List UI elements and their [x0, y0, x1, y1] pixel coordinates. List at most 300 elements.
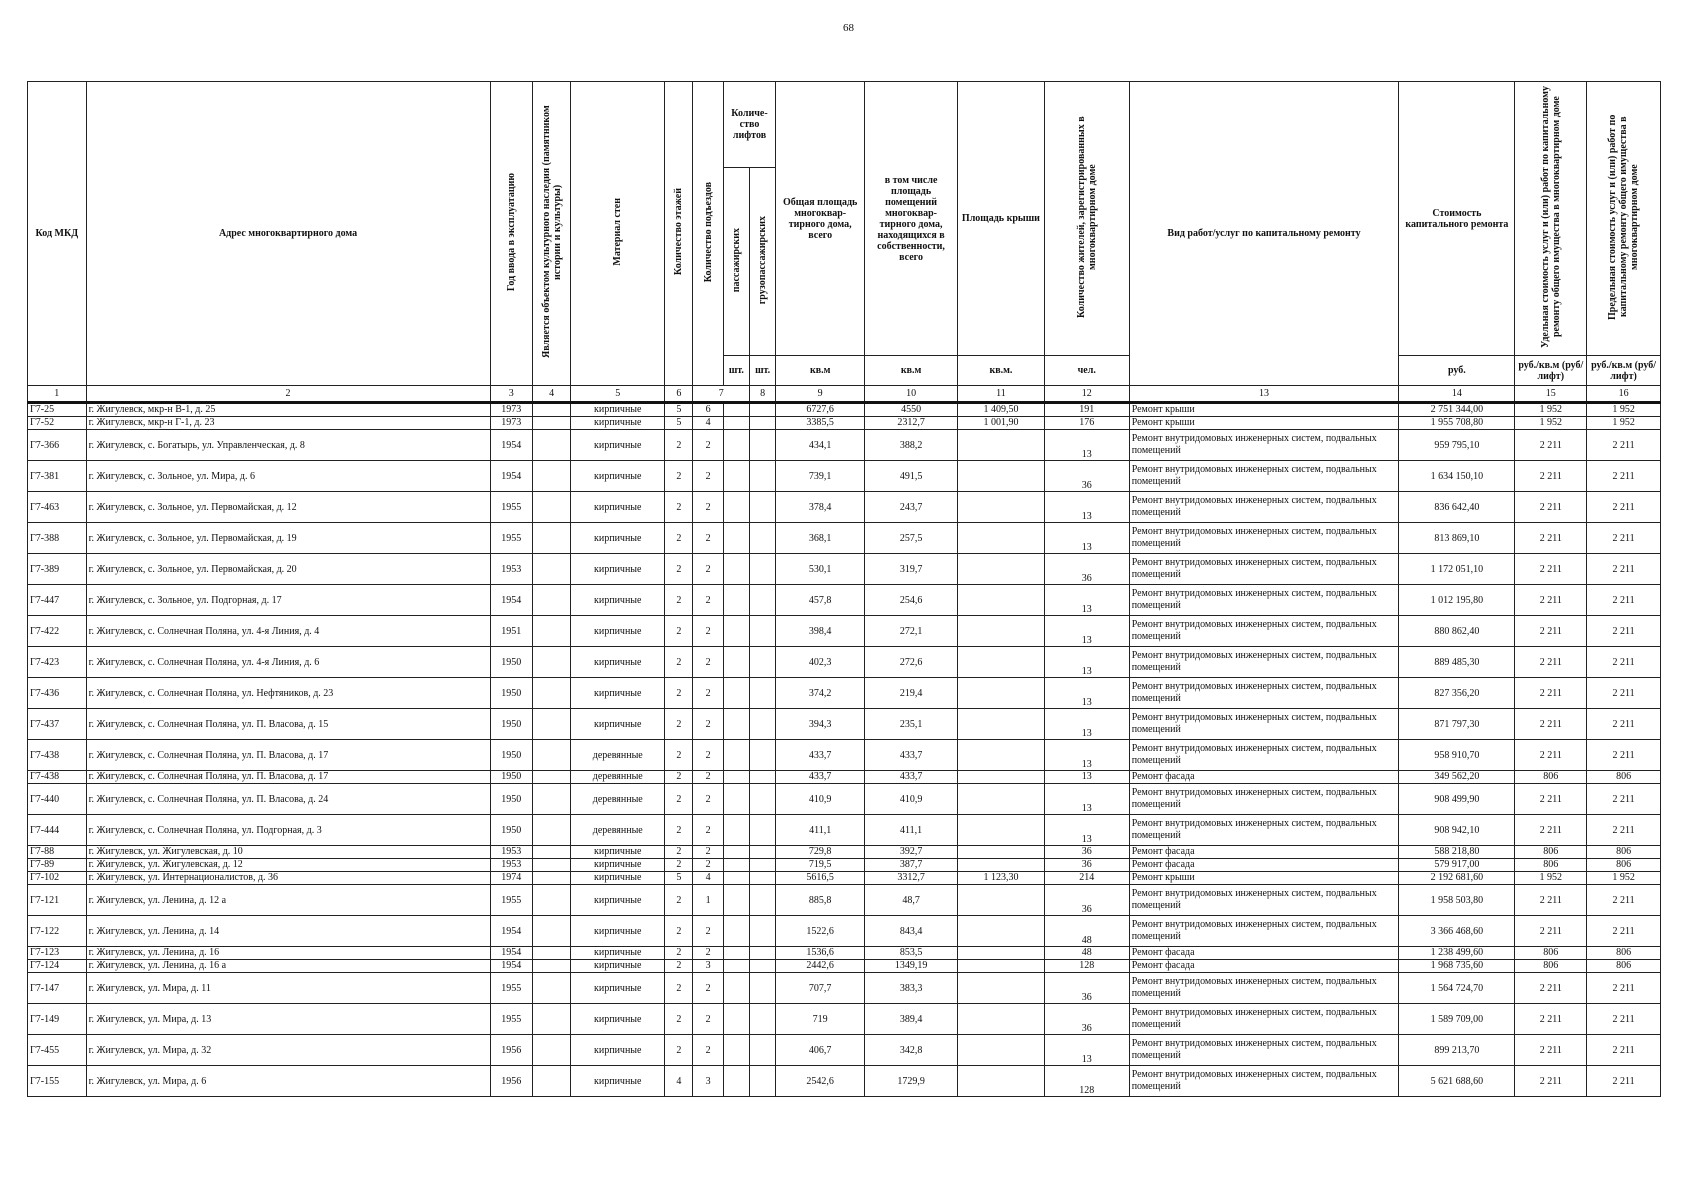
- row-address: г. Жигулевск, с. Солнечная Поляна, ул. П. Власова, д. 17: [86, 740, 490, 771]
- row-residents: 13: [1044, 616, 1129, 647]
- row-roof-area: [958, 430, 1045, 461]
- row-heritage: [532, 916, 570, 947]
- row-entrances: 2: [693, 1035, 723, 1066]
- row-code: Г7-438: [28, 740, 87, 771]
- row-floors: 2: [665, 430, 693, 461]
- row-code: Г7-124: [28, 960, 87, 973]
- row-total-area: 402,3: [776, 647, 865, 678]
- row-work: Ремонт внутридомовых инженерных систем, подвальных помещений: [1129, 885, 1399, 916]
- row-max-cost: 806: [1587, 771, 1661, 784]
- table-row: [28, 885, 1661, 916]
- row-year: 1955: [490, 973, 532, 1004]
- row-address: г. Жигулевск, ул. Ленина, д. 16 а: [86, 960, 490, 973]
- row-address: г. Жигулевск, ул. Мира, д. 6: [86, 1066, 490, 1097]
- row-lifts-cargo: [750, 1004, 776, 1035]
- row-address: г. Жигулевск, с. Солнечная Поляна, ул. П. Власова, д. 15: [86, 709, 490, 740]
- header-owned-area: в том числе площадь помещений многоквар-тирного дома, находящихся в собственности, всего: [865, 82, 958, 356]
- row-total-area: 6727,6: [776, 403, 865, 417]
- row-lifts-cargo: [750, 859, 776, 872]
- table-row: [28, 523, 1661, 554]
- row-heritage: [532, 859, 570, 872]
- row-address: г. Жигулевск, мкр-н Г-1, д. 23: [86, 417, 490, 430]
- row-residents: 214: [1044, 872, 1129, 885]
- row-owned-area: 254,6: [865, 585, 958, 616]
- row-year: 1953: [490, 846, 532, 859]
- row-max-cost: 2 211: [1587, 815, 1661, 846]
- row-lifts-pass: [723, 1066, 749, 1097]
- row-heritage: [532, 947, 570, 960]
- row-floors: 2: [665, 916, 693, 947]
- row-lifts-pass: [723, 947, 749, 960]
- row-heritage: [532, 709, 570, 740]
- column-number: 16: [1587, 386, 1661, 403]
- row-heritage: [532, 430, 570, 461]
- row-owned-area: 219,4: [865, 678, 958, 709]
- row-work: Ремонт внутридомовых инженерных систем, подвальных помещений: [1129, 647, 1399, 678]
- row-entrances: 2: [693, 709, 723, 740]
- table-row: [28, 430, 1661, 461]
- row-roof-area: [958, 885, 1045, 916]
- row-work: Ремонт крыши: [1129, 403, 1399, 417]
- header-year: Год ввода в эксплуатацию: [490, 82, 532, 386]
- row-code: Г7-123: [28, 947, 87, 960]
- row-entrances: 2: [693, 430, 723, 461]
- row-residents: 36: [1044, 1004, 1129, 1035]
- row-max-cost: 2 211: [1587, 492, 1661, 523]
- table-header: [28, 82, 1661, 403]
- row-wall: кирпичные: [571, 678, 665, 709]
- row-lifts-pass: [723, 859, 749, 872]
- row-work: Ремонт внутридомовых инженерных систем, подвальных помещений: [1129, 585, 1399, 616]
- row-code: Г7-436: [28, 678, 87, 709]
- row-roof-area: [958, 1035, 1045, 1066]
- row-code: Г7-437: [28, 709, 87, 740]
- row-max-cost: 1 952: [1587, 872, 1661, 885]
- row-residents: 13: [1044, 523, 1129, 554]
- capital-repair-table: [27, 81, 1661, 1097]
- row-address: г. Жигулевск, ул. Мира, д. 32: [86, 1035, 490, 1066]
- row-floors: 2: [665, 585, 693, 616]
- table-row: [28, 461, 1661, 492]
- row-year: 1950: [490, 740, 532, 771]
- row-address: г. Жигулевск, с. Зольное, ул. Первомайская, д. 20: [86, 554, 490, 585]
- row-unit-cost: 2 211: [1515, 616, 1587, 647]
- row-code: Г7-155: [28, 1066, 87, 1097]
- row-heritage: [532, 815, 570, 846]
- unit-roof-area: кв.м.: [958, 356, 1045, 386]
- row-address: г. Жигулевск, с. Зольное, ул. Первомайская, д. 19: [86, 523, 490, 554]
- row-owned-area: 410,9: [865, 784, 958, 815]
- table-row: [28, 554, 1661, 585]
- row-code: Г7-389: [28, 554, 87, 585]
- page-number: 68: [843, 22, 854, 34]
- row-roof-area: [958, 784, 1045, 815]
- column-number: 12: [1044, 386, 1129, 403]
- row-residents: 13: [1044, 771, 1129, 784]
- table-row: [28, 1004, 1661, 1035]
- row-total-area: 433,7: [776, 740, 865, 771]
- row-entrances: 2: [693, 678, 723, 709]
- header-total-area: Общая площадь многоквар-тирного дома, всего: [776, 82, 865, 356]
- row-year: 1950: [490, 771, 532, 784]
- row-roof-area: [958, 585, 1045, 616]
- column-number: 1: [28, 386, 87, 403]
- row-cost: 1 958 503,80: [1399, 885, 1515, 916]
- row-roof-area: [958, 1004, 1045, 1035]
- row-address: г. Жигулевск, с. Солнечная Поляна, ул. Нефтяников, д. 23: [86, 678, 490, 709]
- row-floors: 2: [665, 947, 693, 960]
- row-year: 1950: [490, 815, 532, 846]
- row-lifts-cargo: [750, 784, 776, 815]
- row-max-cost: 2 211: [1587, 784, 1661, 815]
- header-heritage: Является объектом культурного наследия (памятником истории и культуры): [532, 82, 570, 386]
- row-max-cost: 2 211: [1587, 1004, 1661, 1035]
- row-heritage: [532, 1066, 570, 1097]
- row-max-cost: 2 211: [1587, 647, 1661, 678]
- row-total-area: 530,1: [776, 554, 865, 585]
- row-floors: 2: [665, 523, 693, 554]
- row-max-cost: 2 211: [1587, 1035, 1661, 1066]
- row-cost: 2 751 344,00: [1399, 403, 1515, 417]
- row-lifts-pass: [723, 1004, 749, 1035]
- column-number: 13: [1129, 386, 1399, 403]
- row-lifts-cargo: [750, 678, 776, 709]
- row-entrances: 2: [693, 554, 723, 585]
- row-wall: кирпичные: [571, 947, 665, 960]
- row-total-area: 368,1: [776, 523, 865, 554]
- row-total-area: 1536,6: [776, 947, 865, 960]
- row-heritage: [532, 872, 570, 885]
- row-work: Ремонт фасада: [1129, 771, 1399, 784]
- row-wall: кирпичные: [571, 585, 665, 616]
- row-total-area: 1522,6: [776, 916, 865, 947]
- row-total-area: 378,4: [776, 492, 865, 523]
- row-entrances: 2: [693, 616, 723, 647]
- row-total-area: 729,8: [776, 846, 865, 859]
- row-wall: кирпичные: [571, 417, 665, 430]
- row-cost: 813 869,10: [1399, 523, 1515, 554]
- row-unit-cost: 2 211: [1515, 784, 1587, 815]
- table-row: [28, 647, 1661, 678]
- row-unit-cost: 806: [1515, 947, 1587, 960]
- row-owned-area: 387,7: [865, 859, 958, 872]
- row-max-cost: 806: [1587, 947, 1661, 960]
- row-heritage: [532, 554, 570, 585]
- row-residents: 13: [1044, 815, 1129, 846]
- row-max-cost: 2 211: [1587, 916, 1661, 947]
- row-cost: 588 218,80: [1399, 846, 1515, 859]
- row-floors: 2: [665, 771, 693, 784]
- row-roof-area: 1 123,30: [958, 872, 1045, 885]
- row-lifts-cargo: [750, 1035, 776, 1066]
- row-max-cost: 1 952: [1587, 403, 1661, 417]
- row-lifts-cargo: [750, 960, 776, 973]
- header-lifts-pass: пассажирских: [723, 168, 749, 356]
- row-code: Г7-440: [28, 784, 87, 815]
- row-residents: 128: [1044, 960, 1129, 973]
- row-lifts-pass: [723, 771, 749, 784]
- row-unit-cost: 2 211: [1515, 1004, 1587, 1035]
- row-roof-area: 1 409,50: [958, 403, 1045, 417]
- row-total-area: 374,2: [776, 678, 865, 709]
- row-unit-cost: 2 211: [1515, 740, 1587, 771]
- row-max-cost: 1 952: [1587, 417, 1661, 430]
- row-roof-area: [958, 461, 1045, 492]
- row-year: 1953: [490, 859, 532, 872]
- row-code: Г7-52: [28, 417, 87, 430]
- row-residents: 191: [1044, 403, 1129, 417]
- row-lifts-pass: [723, 585, 749, 616]
- row-total-area: 5616,5: [776, 872, 865, 885]
- row-address: г. Жигулевск, с. Зольное, ул. Мира, д. 6: [86, 461, 490, 492]
- row-unit-cost: 806: [1515, 859, 1587, 872]
- row-roof-area: [958, 1066, 1045, 1097]
- row-entrances: 2: [693, 846, 723, 859]
- row-unit-cost: 2 211: [1515, 461, 1587, 492]
- row-wall: деревянные: [571, 815, 665, 846]
- row-address: г. Жигулевск, с. Солнечная Поляна, ул. 4-я Линия, д. 4: [86, 616, 490, 647]
- row-address: г. Жигулевск, ул. Ленина, д. 14: [86, 916, 490, 947]
- header-residents: Количество жителей, зарегистрированных в многоквартирном доме: [1044, 82, 1129, 356]
- column-number: 10: [865, 386, 958, 403]
- row-heritage: [532, 523, 570, 554]
- row-entrances: 2: [693, 585, 723, 616]
- row-residents: 13: [1044, 585, 1129, 616]
- row-wall: кирпичные: [571, 647, 665, 678]
- table-body: [28, 403, 1661, 1097]
- row-residents: 36: [1044, 885, 1129, 916]
- row-total-area: 719: [776, 1004, 865, 1035]
- row-work: Ремонт крыши: [1129, 872, 1399, 885]
- row-year: 1951: [490, 616, 532, 647]
- row-lifts-cargo: [750, 616, 776, 647]
- row-work: Ремонт внутридомовых инженерных систем, подвальных помещений: [1129, 492, 1399, 523]
- row-owned-area: 342,8: [865, 1035, 958, 1066]
- unit-lifts-pass: шт.: [723, 356, 749, 386]
- row-total-area: 2542,6: [776, 1066, 865, 1097]
- row-roof-area: [958, 523, 1045, 554]
- row-lifts-cargo: [750, 585, 776, 616]
- row-entrances: 2: [693, 947, 723, 960]
- row-entrances: 2: [693, 461, 723, 492]
- row-max-cost: 806: [1587, 846, 1661, 859]
- row-owned-area: 491,5: [865, 461, 958, 492]
- unit-residents: чел.: [1044, 356, 1129, 386]
- row-owned-area: 1729,9: [865, 1066, 958, 1097]
- row-wall: кирпичные: [571, 846, 665, 859]
- row-cost: 1 634 150,10: [1399, 461, 1515, 492]
- row-address: г. Жигулевск, ул. Ленина, д. 12 а: [86, 885, 490, 916]
- row-lifts-pass: [723, 430, 749, 461]
- row-wall: кирпичные: [571, 1035, 665, 1066]
- row-floors: 2: [665, 492, 693, 523]
- row-heritage: [532, 417, 570, 430]
- row-wall: кирпичные: [571, 616, 665, 647]
- row-owned-area: 388,2: [865, 430, 958, 461]
- row-wall: кирпичные: [571, 523, 665, 554]
- row-lifts-cargo: [750, 403, 776, 417]
- column-number: 9: [776, 386, 865, 403]
- row-year: 1954: [490, 947, 532, 960]
- row-max-cost: 2 211: [1587, 554, 1661, 585]
- row-floors: 2: [665, 885, 693, 916]
- row-owned-area: 389,4: [865, 1004, 958, 1035]
- row-owned-area: 1349,19: [865, 960, 958, 973]
- row-residents: 48: [1044, 916, 1129, 947]
- table-row: [28, 815, 1661, 846]
- row-wall: кирпичные: [571, 916, 665, 947]
- row-roof-area: [958, 709, 1045, 740]
- row-roof-area: [958, 947, 1045, 960]
- row-cost: 958 910,70: [1399, 740, 1515, 771]
- row-floors: 2: [665, 554, 693, 585]
- column-number: 11: [958, 386, 1045, 403]
- row-entrances: 2: [693, 784, 723, 815]
- row-unit-cost: 2 211: [1515, 709, 1587, 740]
- row-unit-cost: 1 952: [1515, 872, 1587, 885]
- row-total-area: 739,1: [776, 461, 865, 492]
- row-lifts-cargo: [750, 846, 776, 859]
- row-lifts-pass: [723, 784, 749, 815]
- row-floors: 4: [665, 1066, 693, 1097]
- row-work: Ремонт внутридомовых инженерных систем, подвальных помещений: [1129, 1004, 1399, 1035]
- row-year: 1973: [490, 403, 532, 417]
- header-floors: Количество этажей: [665, 82, 693, 386]
- row-owned-area: 3312,7: [865, 872, 958, 885]
- row-lifts-cargo: [750, 815, 776, 846]
- row-entrances: 2: [693, 523, 723, 554]
- row-code: Г7-444: [28, 815, 87, 846]
- row-lifts-pass: [723, 885, 749, 916]
- row-address: г. Жигулевск, с. Зольное, ул. Первомайская, д. 12: [86, 492, 490, 523]
- row-address: г. Жигулевск, мкр-н В-1, д. 25: [86, 403, 490, 417]
- unit-owned-area: кв.м: [865, 356, 958, 386]
- row-residents: 36: [1044, 554, 1129, 585]
- row-heritage: [532, 403, 570, 417]
- row-residents: 13: [1044, 678, 1129, 709]
- row-lifts-cargo: [750, 709, 776, 740]
- row-work: Ремонт внутридомовых инженерных систем, подвальных помещений: [1129, 973, 1399, 1004]
- row-heritage: [532, 492, 570, 523]
- header-wall: Материал стен: [571, 82, 665, 386]
- row-cost: 1 238 499,60: [1399, 947, 1515, 960]
- row-residents: 48: [1044, 947, 1129, 960]
- row-code: Г7-423: [28, 647, 87, 678]
- row-owned-area: 433,7: [865, 740, 958, 771]
- row-roof-area: [958, 815, 1045, 846]
- row-owned-area: 235,1: [865, 709, 958, 740]
- row-entrances: 2: [693, 1004, 723, 1035]
- row-roof-area: [958, 616, 1045, 647]
- row-heritage: [532, 960, 570, 973]
- row-work: Ремонт внутридомовых инженерных систем, подвальных помещений: [1129, 554, 1399, 585]
- row-unit-cost: 2 211: [1515, 885, 1587, 916]
- row-wall: кирпичные: [571, 1004, 665, 1035]
- row-code: Г7-455: [28, 1035, 87, 1066]
- row-year: 1954: [490, 960, 532, 973]
- row-roof-area: [958, 973, 1045, 1004]
- row-wall: деревянные: [571, 740, 665, 771]
- row-heritage: [532, 771, 570, 784]
- row-total-area: 394,3: [776, 709, 865, 740]
- row-lifts-pass: [723, 417, 749, 430]
- row-cost: 899 213,70: [1399, 1035, 1515, 1066]
- row-lifts-pass: [723, 740, 749, 771]
- row-work: Ремонт фасада: [1129, 947, 1399, 960]
- row-max-cost: 2 211: [1587, 1066, 1661, 1097]
- row-owned-area: 272,6: [865, 647, 958, 678]
- row-code: Г7-388: [28, 523, 87, 554]
- row-total-area: 433,7: [776, 771, 865, 784]
- row-code: Г7-366: [28, 430, 87, 461]
- row-max-cost: 2 211: [1587, 973, 1661, 1004]
- row-max-cost: 2 211: [1587, 585, 1661, 616]
- row-cost: 836 642,40: [1399, 492, 1515, 523]
- row-entrances: 2: [693, 916, 723, 947]
- row-owned-area: 48,7: [865, 885, 958, 916]
- row-code: Г7-88: [28, 846, 87, 859]
- row-code: Г7-447: [28, 585, 87, 616]
- row-unit-cost: 2 211: [1515, 1035, 1587, 1066]
- unit-cost: руб.: [1399, 356, 1515, 386]
- row-work: Ремонт внутридомовых инженерных систем, подвальных помещений: [1129, 709, 1399, 740]
- row-roof-area: [958, 678, 1045, 709]
- row-heritage: [532, 585, 570, 616]
- row-residents: 176: [1044, 417, 1129, 430]
- column-number-row: [28, 386, 1661, 403]
- row-cost: 908 499,90: [1399, 784, 1515, 815]
- table-row: [28, 585, 1661, 616]
- column-number: 6: [665, 386, 693, 403]
- row-lifts-pass: [723, 872, 749, 885]
- row-roof-area: [958, 859, 1045, 872]
- row-lifts-pass: [723, 554, 749, 585]
- table-row: [28, 403, 1661, 417]
- row-floors: 2: [665, 647, 693, 678]
- row-cost: 1 564 724,70: [1399, 973, 1515, 1004]
- row-year: 1954: [490, 585, 532, 616]
- row-work: Ремонт внутридомовых инженерных систем, подвальных помещений: [1129, 1035, 1399, 1066]
- row-lifts-cargo: [750, 872, 776, 885]
- row-total-area: 719,5: [776, 859, 865, 872]
- row-entrances: 1: [693, 885, 723, 916]
- row-lifts-pass: [723, 678, 749, 709]
- row-wall: кирпичные: [571, 461, 665, 492]
- row-max-cost: 806: [1587, 960, 1661, 973]
- row-cost: 880 862,40: [1399, 616, 1515, 647]
- row-residents: 13: [1044, 430, 1129, 461]
- row-cost: 871 797,30: [1399, 709, 1515, 740]
- column-number: 2: [86, 386, 490, 403]
- row-max-cost: 2 211: [1587, 678, 1661, 709]
- row-owned-area: 4550: [865, 403, 958, 417]
- row-heritage: [532, 616, 570, 647]
- row-floors: 2: [665, 846, 693, 859]
- row-work: Ремонт внутридомовых инженерных систем, подвальных помещений: [1129, 815, 1399, 846]
- row-unit-cost: 806: [1515, 771, 1587, 784]
- row-wall: кирпичные: [571, 885, 665, 916]
- row-residents: 36: [1044, 846, 1129, 859]
- row-residents: 128: [1044, 1066, 1129, 1097]
- row-year: 1956: [490, 1035, 532, 1066]
- row-code: Г7-147: [28, 973, 87, 1004]
- header-roof-area: Площадь крыши: [958, 82, 1045, 356]
- row-floors: 5: [665, 417, 693, 430]
- table-row: [28, 784, 1661, 815]
- row-cost: 1 012 195,80: [1399, 585, 1515, 616]
- row-entrances: 3: [693, 1066, 723, 1097]
- row-work: Ремонт внутридомовых инженерных систем, подвальных помещений: [1129, 616, 1399, 647]
